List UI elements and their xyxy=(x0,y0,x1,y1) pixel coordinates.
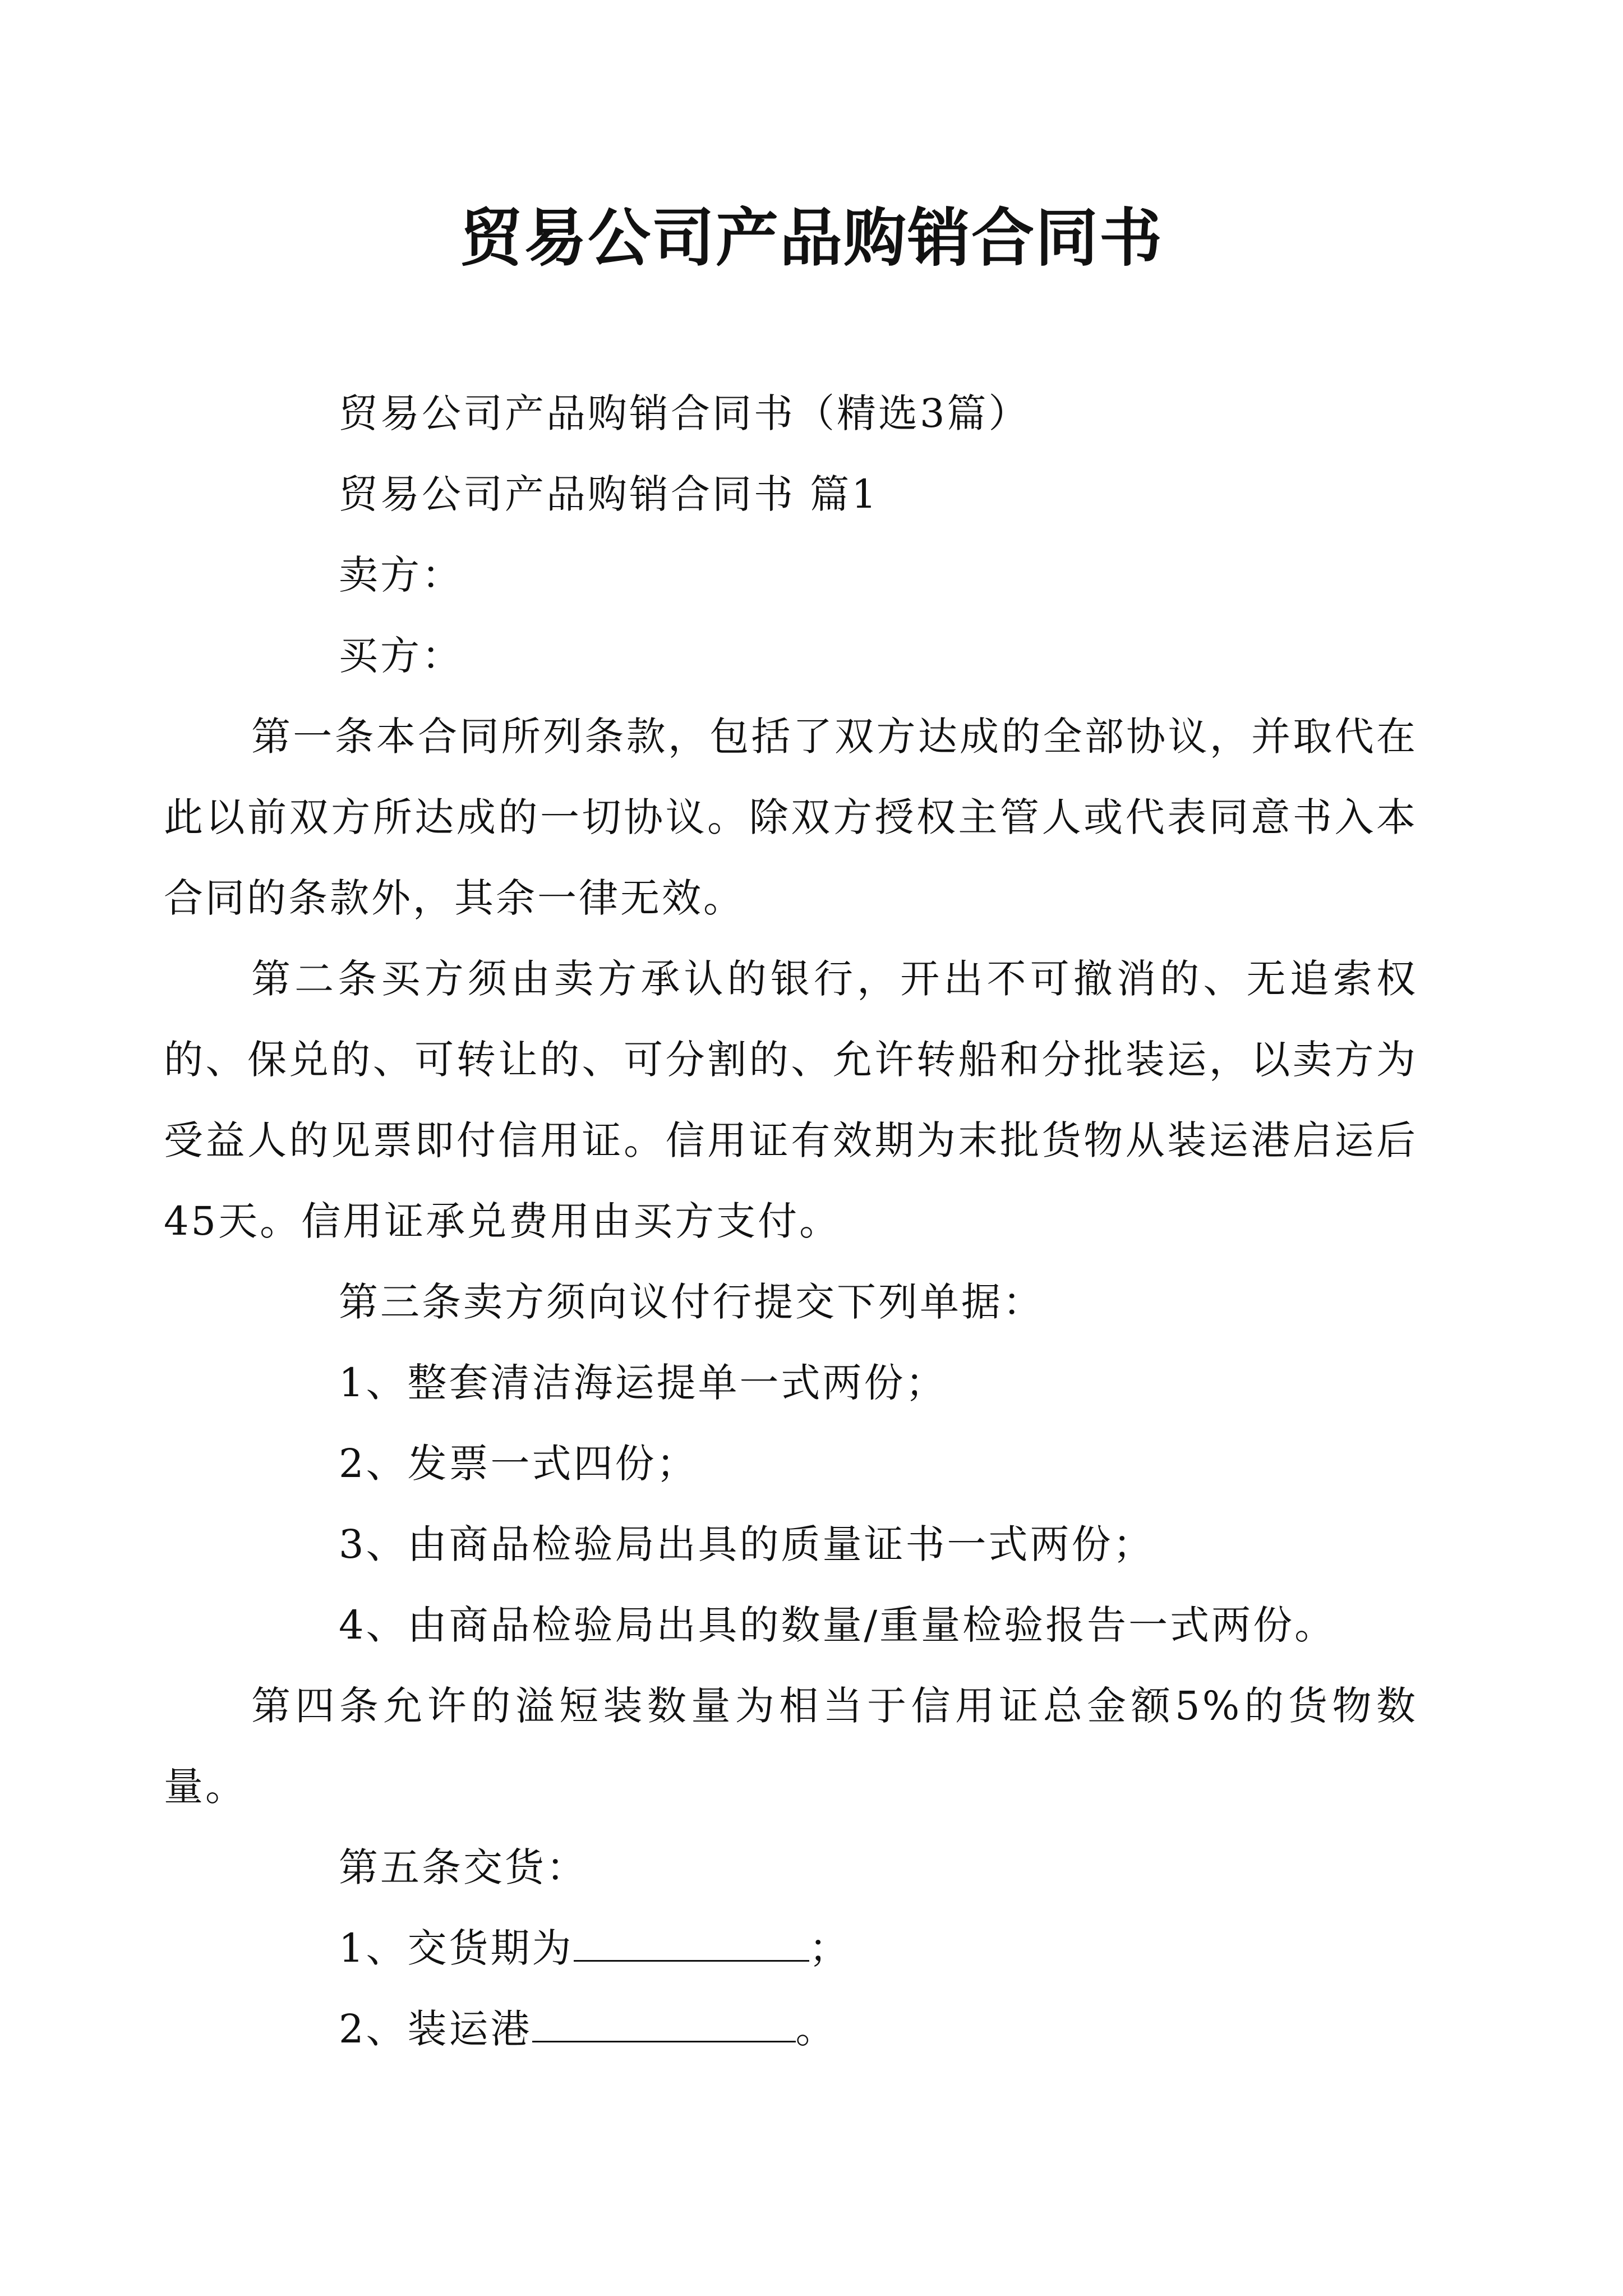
paragraph-loading-port xyxy=(251,1989,1418,2069)
paragraph-item-4: 4、由商品检验局出具的数量/重量检验报告一式两份。 xyxy=(339,1602,1336,1648)
paragraph-article-5: 第五条交货： xyxy=(339,1844,588,1890)
paragraph-seller: 卖方： xyxy=(339,552,463,598)
paragraph-subtitle: 贸易公司产品购销合同书（精选3篇） xyxy=(339,390,1030,436)
paragraph-article-2: 第二条买方须由卖方承认的银行，开出不可撤消的、无追索权的、保兑的、可转让的、可分割的、允许转船和分批装运，以卖方为受益人的见票即付信用证。信用证有效期为末批货物从装运港启运后45天。信用证承兑费用由买方支付。 xyxy=(164,956,1418,1244)
loading-port-suffix: 。 xyxy=(795,2006,837,2052)
loading-port-label: 2、装运港 xyxy=(339,2006,532,2052)
paragraph-delivery-period xyxy=(251,1908,1418,1989)
paragraph-buyer: 买方： xyxy=(339,633,463,679)
document-title: 贸易公司产品购销合同书 xyxy=(460,201,1163,275)
paragraph-section-heading: 贸易公司产品购销合同书 篇1 xyxy=(339,471,879,517)
paragraph-article-3: 第三条卖方须向议付行提交下列单据： xyxy=(339,1279,1044,1325)
delivery-period-label: 1、交货期为 xyxy=(339,1925,574,1971)
paragraph-item-1: 1、整套清洁海运提单一式两份； xyxy=(339,1360,947,1406)
delivery-period-suffix: ； xyxy=(809,1925,851,1971)
paragraph-article-1: 第一条本合同所列条款，包括了双方达成的全部协议，并取代在此以前双方所达成的一切协议。除双方授权主管人或代表同意书入本合同的条款外，其余一律无效。 xyxy=(164,714,1418,921)
loading-port-blank xyxy=(532,2008,796,2042)
paragraph-item-2: 2、发票一式四份； xyxy=(339,1441,698,1487)
paragraph-item-3: 3、由商品检验局出具的质量证书一式两份； xyxy=(339,1521,1155,1567)
delivery-period-blank xyxy=(574,1927,809,1962)
document-body xyxy=(164,373,1418,2069)
paragraph-article-4: 第四条允许的溢短装数量为相当于信用证总金额5%的货物数量。 xyxy=(164,1683,1418,1810)
